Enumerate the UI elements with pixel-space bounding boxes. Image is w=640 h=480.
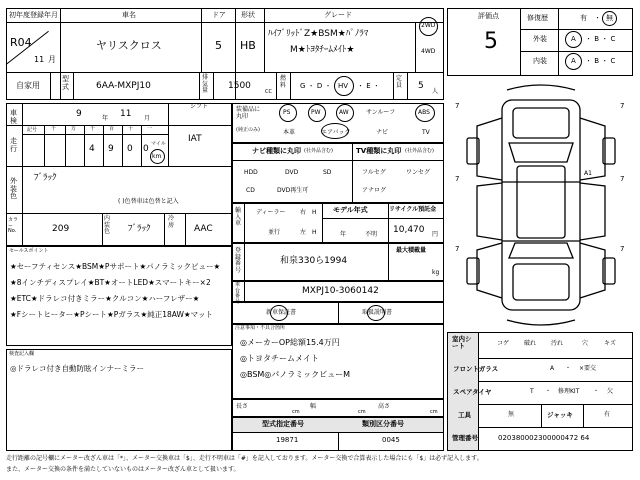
inspection-label: 車検 — [10, 109, 17, 125]
exterior-color: ﾌﾞﾗｯｸ — [34, 173, 57, 183]
load-unit: kg — [432, 269, 440, 276]
reg-month-unit: 月 — [48, 55, 56, 64]
reg-year-label: 初年度登録年月 — [9, 11, 58, 19]
mileage-record-label: 記号 — [27, 127, 38, 133]
designation-label: 型式指定番号 — [262, 420, 304, 428]
front-glass-dot: ・ — [565, 365, 572, 372]
registration-label: 登録番号 — [235, 247, 242, 274]
sales-line-1: ★8インチディスプレイ★BT★オートLED★スマートキー×2 — [10, 278, 211, 287]
front-glass-a: A — [550, 365, 555, 372]
car-body-diagram — [447, 78, 633, 328]
interior-color-label: 内装色 — [104, 215, 111, 236]
mileage-digit-5: 0 — [143, 144, 149, 154]
displacement-label: 排気量 — [202, 74, 209, 95]
mileage-unit-3: 百 — [109, 126, 115, 132]
spare-kit: 修理KIT — [558, 388, 580, 395]
manual: 取扱説明書 — [362, 309, 393, 316]
car-name-label: 車名 — [122, 11, 136, 19]
spare-t: T — [530, 388, 534, 395]
diagram-mark-2: 7 — [455, 175, 460, 183]
attention-label: 注意事項・不具合箇所 — [235, 325, 286, 331]
class-value: 0045 — [382, 436, 400, 444]
grade-line-2: M★ﾄﾖﾀﾁｰﾑﾒｲﾄ★ — [290, 45, 355, 55]
model-label: 型式 — [62, 75, 69, 91]
seat-kizu: キズ — [604, 340, 616, 347]
mileage-unit-2: 千 — [90, 126, 96, 132]
seat-yabure: 破れ — [524, 340, 537, 347]
shape-label: 形状 — [241, 11, 255, 19]
reg-year: R04 — [10, 36, 32, 49]
equip-ps: PS — [283, 109, 291, 116]
equip-sunroof: サンルーフ — [366, 109, 396, 116]
dimension-frame — [232, 399, 444, 417]
mileage-digit-3: 9 — [108, 144, 114, 154]
sales-line-3: ★Fシートヒーター★Pシート★Pガラス★純正18AW★マット — [10, 310, 213, 319]
capacity: 5 — [418, 81, 424, 91]
mileage-label: 走行 — [10, 137, 17, 153]
equipment-label: 装備品に丸印 — [236, 106, 261, 120]
seat-ana: 穴 — [582, 340, 589, 347]
tools-value: 無 — [508, 411, 515, 418]
fuel-circled: HV — [338, 82, 349, 90]
reg-month: 11 — [34, 55, 45, 64]
grade-label: グレード — [324, 11, 352, 19]
recycle-value: 10,470 — [393, 225, 425, 235]
shape: HB — [240, 39, 256, 52]
exterior-label: 外装 — [533, 35, 547, 43]
tv-label: TV種類に丸印 — [356, 147, 402, 155]
model-year-unit: 年 — [340, 231, 347, 238]
equip-pw: PW — [311, 109, 321, 116]
length-unit: cm — [292, 409, 300, 415]
nav-label: ナビ種類に丸印 — [252, 147, 301, 155]
load-label: 最大積載量 — [396, 247, 427, 254]
import-dealer: ディーラー — [256, 209, 286, 216]
diagram-mark-1: 7 — [620, 102, 625, 110]
equipment-sub-label: (純正のみ) — [236, 127, 260, 133]
spare-missing: 欠 — [607, 388, 614, 395]
exterior-color-label: 外装色 — [10, 177, 17, 201]
equip-tv: TV — [422, 129, 430, 136]
import-handle-r: H — [312, 209, 317, 216]
diagram-mark-4: 7 — [455, 245, 460, 253]
footer-line-2: また、メーター交換の条件を満たしていないものはメーター改ざん車として扱います。 — [6, 466, 240, 473]
seat-koge: コゲ — [497, 340, 510, 347]
mileage-digit-4: 0 — [127, 144, 133, 154]
length-label: 長さ — [236, 403, 249, 410]
interior-label: 内装 — [533, 57, 547, 65]
tv-fullseg: フルセグ — [362, 169, 386, 176]
shift: IAT — [188, 134, 202, 144]
attention-line-1: ◎トヨタチームメイト — [240, 354, 319, 363]
damage-label: 修復歴 — [527, 14, 548, 22]
jack-value: 有 — [604, 411, 611, 418]
interior-circled: A — [571, 57, 576, 65]
tv-oneseg: ワンセグ — [406, 169, 431, 176]
mileage-digit-2: 4 — [89, 144, 95, 154]
color-no-label: カラーNo. — [8, 217, 19, 234]
diagram-mark-3: 7 — [620, 175, 625, 183]
diagram-mark-5: 7 — [620, 245, 625, 253]
interior-color: ﾌﾞﾗｯｸ — [128, 224, 151, 234]
equip-navi: ナビ — [376, 129, 389, 136]
score: 5 — [484, 29, 498, 54]
ac: AAC — [194, 224, 213, 234]
width-unit: cm — [358, 409, 366, 415]
grade-line-1: ﾊｲﾌﾞﾘｯﾄﾞZ★BSM★ﾊﾟﾉﾗﾏ — [268, 29, 369, 39]
drive-other: 4WD — [421, 48, 436, 55]
tv-analog: アナログ — [362, 187, 387, 194]
mgmt-label: 管理番号 — [452, 434, 478, 442]
damage-no: 無 — [606, 14, 613, 22]
sales-line-0: ★セーフティセンス★BSM★Pサポート★パノラミックビュー★ — [10, 262, 221, 271]
model-year-label: モデル年式 — [333, 206, 368, 214]
mileage-unit-5: 一 — [147, 126, 153, 132]
mileage-unit-1: 万 — [71, 126, 77, 132]
displacement-unit: CC — [265, 89, 272, 95]
height-label: 高さ — [378, 403, 391, 410]
km-label: km — [152, 153, 162, 160]
mile-label: マイル — [151, 141, 166, 147]
import-label: 輸入車 — [235, 207, 242, 228]
inspector-label: 検査記入欄 — [9, 351, 35, 357]
tools-label: 工具 — [458, 411, 471, 419]
usage: 自家用 — [16, 81, 40, 90]
diagram-mark-0: 7 — [455, 102, 460, 110]
class-label: 類別区分番号 — [362, 420, 404, 428]
equip-abs: ABS — [418, 109, 430, 116]
ac-label: 冷房 — [168, 215, 175, 229]
nav-dvd: DVD — [285, 169, 299, 176]
door-label: ドア — [212, 11, 226, 19]
equip-airbag: エアバック — [321, 129, 351, 136]
inspection-year-unit: 年 — [102, 115, 109, 122]
shift-label: シフト — [190, 103, 209, 110]
nav-dvd-play: DVD再生可 — [277, 187, 309, 194]
capacity-label: 定員 — [396, 75, 403, 89]
import-handle-l: H — [312, 229, 317, 236]
spare-dot-1: ・ — [545, 388, 552, 395]
chassis-label: 車台番号 — [235, 282, 241, 305]
inspection-year: 9 — [76, 109, 82, 119]
interior-rest: ・ B ・ C — [585, 57, 616, 65]
front-glass-label: フロントガラス — [453, 365, 499, 373]
drive-circled: 2WD — [421, 22, 436, 29]
width-label: 幅 — [310, 403, 317, 410]
import-right: 右 — [300, 209, 307, 216]
mgmt-value: 020380002300000472 64 — [498, 434, 590, 442]
inspector-line: ◎ドラレコ付き自動防眩インナーミラー — [10, 364, 145, 373]
inspection-month: 11 — [120, 109, 132, 119]
sales-line-2: ★ETC★ドラレコ付きミラー★クルコン★ハーフレザー★ — [10, 294, 200, 303]
footer-line-1: 走行距離の記号欄にメーター改ざん車は「*」、メーター交換車は「$」、走行不明車は「#」を記入しております。メーター交換で合算表示した場合にも「$」は必ず記入します。 — [6, 455, 483, 462]
nav-hdd: HDD — [244, 169, 258, 176]
auction-sheet: 初年度登録年月 R04 11 月 車名 ヤリスクロス ドア 5 形状 HB グレード ﾊｲﾌﾞﾘｯﾄﾞZ★BSM★ﾊﾟﾉﾗﾏ M★ﾄﾖﾀﾁｰﾑﾒｲﾄ★ 2WD 4WD 自家用 型式 6AA-MXPJ10 排気量 1500 CC 燃料 G ・ D ・ HV ・ E ・ 定員 5 人 評価点 5 修復歴 有 ・ 無 外装 A ・ B ・ C 内装 A ・ B ・ C 車検 9 年 11 月 シフト IAT 走行 記号 千 万 千 百 十 一 4 9 0 0 マイル km 外装色 ﾌﾞﾗｯｸ ( )色替車は色替と記入 カラーNo. 209 内装色 ﾌﾞﾗｯｸ 冷房 AAC 装備品に丸印 (純正のみ) PS PW AW サンルーフ ABS 本革 エアバック ナビ TV ナビ種類に丸印 (社外品含む) HDD DVD SD CD DVD再生可 TV種類に丸印 (社外品含む) フルセグ ワンセグ アナログ 輸入車 ディーラー 並行 右 H 左 H モデル年式 年 不明 リサイクル預託金 10,470 円 登録番号 和泉330ら1994 最大積載量 kg 車台番号 MXPJ10-3060142 新車保証書 取扱説明書 注意事項・不具合箇所 ◎メーカーOP総額15.4万円 ◎トヨタチームメイト ◎BSM◎パノラミックビューM 長さ cm 幅 cm 高さ cm 型式指定番号 19871 類別区分番号 0045 セールスポイント ★セーフティセンス★BSM★Pサポート★パノラミックビュー★ ★8インチディスプレイ★BT★オートLED★スマートキー×2 ★ETC★ドラレコ付きミラー★クルコン★ハーフレザー★ ★Fシートヒーター★Pシート★Pガラス★純正18AW★マット 検査記入欄 ◎ドラレコ付き自動防眩インナーミラー 7 7 7 7 7 7 A1 室内シート コゲ 破れ 汚れ 穴 キズ フロントガラス A ・ ×要交 スペアタイヤ T ・ 修理KIT ・ 欠 工具 無 ジャッキ 有 管理番号 020380002300000472 64 走行距離の記号欄にメーター改ざん車は「*」、メーター交換車は「$」、走行不明車は「#」を記入しております。メーター交換で合算表示した場合にも「$」は必ず記入します。 また、メーター交換の条件を満たしていないものはメーター改ざん車として扱います。 — [0, 0, 640, 480]
jack-label: ジャッキ — [547, 411, 573, 419]
door: 5 — [215, 39, 222, 52]
attention-line-2: ◎BSM◎パノラミックビューM — [240, 370, 351, 379]
spare-tire-label: スペアタイヤ — [453, 388, 492, 396]
tv-note: (社外品含む) — [405, 148, 434, 154]
inspection-month-unit: 月 — [144, 115, 151, 122]
warranty: 新車保証書 — [266, 309, 297, 316]
exterior-rest: ・ B ・ C — [585, 35, 616, 43]
front-glass-x: ×要交 — [579, 365, 597, 372]
recycle-unit: 円 — [432, 231, 439, 238]
recycle-label: リサイクル預託金 — [389, 206, 437, 213]
seat-yogore: 汚れ — [551, 340, 564, 347]
exterior-circled: A — [571, 35, 576, 43]
nav-note: (社外品含む) — [304, 148, 333, 154]
nav-sd: SD — [323, 169, 332, 176]
chassis-value: MXPJ10-3060142 — [302, 286, 379, 296]
fuel-tail: ・ E ・ — [357, 82, 380, 90]
damage-yes: 有 — [580, 14, 587, 22]
model: 6AA-MXPJ10 — [96, 81, 151, 91]
spare-dot-2: ・ — [593, 388, 600, 395]
sales-points-label: セールスポイント — [9, 248, 49, 254]
diagram-mark-6: A1 — [584, 170, 592, 177]
attention-line-0: ◎メーカーOP総額15.4万円 — [240, 338, 340, 347]
exterior-color-note: ( )色替車は色替と記入 — [118, 198, 179, 205]
designation-value: 19871 — [276, 436, 299, 444]
registration-value: 和泉330ら1994 — [280, 256, 348, 266]
capacity-unit: 人 — [432, 88, 439, 95]
car-name: ヤリスクロス — [96, 39, 162, 52]
model-year-unknown: 不明 — [365, 231, 378, 238]
fuel-label: 燃料 — [280, 75, 287, 89]
fuel-options: G ・ D ・ — [300, 82, 332, 90]
mileage-unit-0: 千 — [51, 126, 57, 132]
mileage-unit-4: 十 — [128, 126, 134, 132]
equip-aw: AW — [339, 109, 349, 116]
height-unit: cm — [430, 409, 438, 415]
equip-leather: 本革 — [283, 129, 296, 136]
displacement: 1500 — [228, 81, 251, 91]
interior-seat-label: 室内シート — [452, 335, 472, 351]
import-parallel: 並行 — [268, 229, 281, 236]
color-no: 209 — [52, 224, 70, 234]
nav-cd: CD — [246, 187, 255, 194]
score-label: 評価点 — [478, 12, 499, 20]
import-left: 左 — [300, 229, 307, 236]
